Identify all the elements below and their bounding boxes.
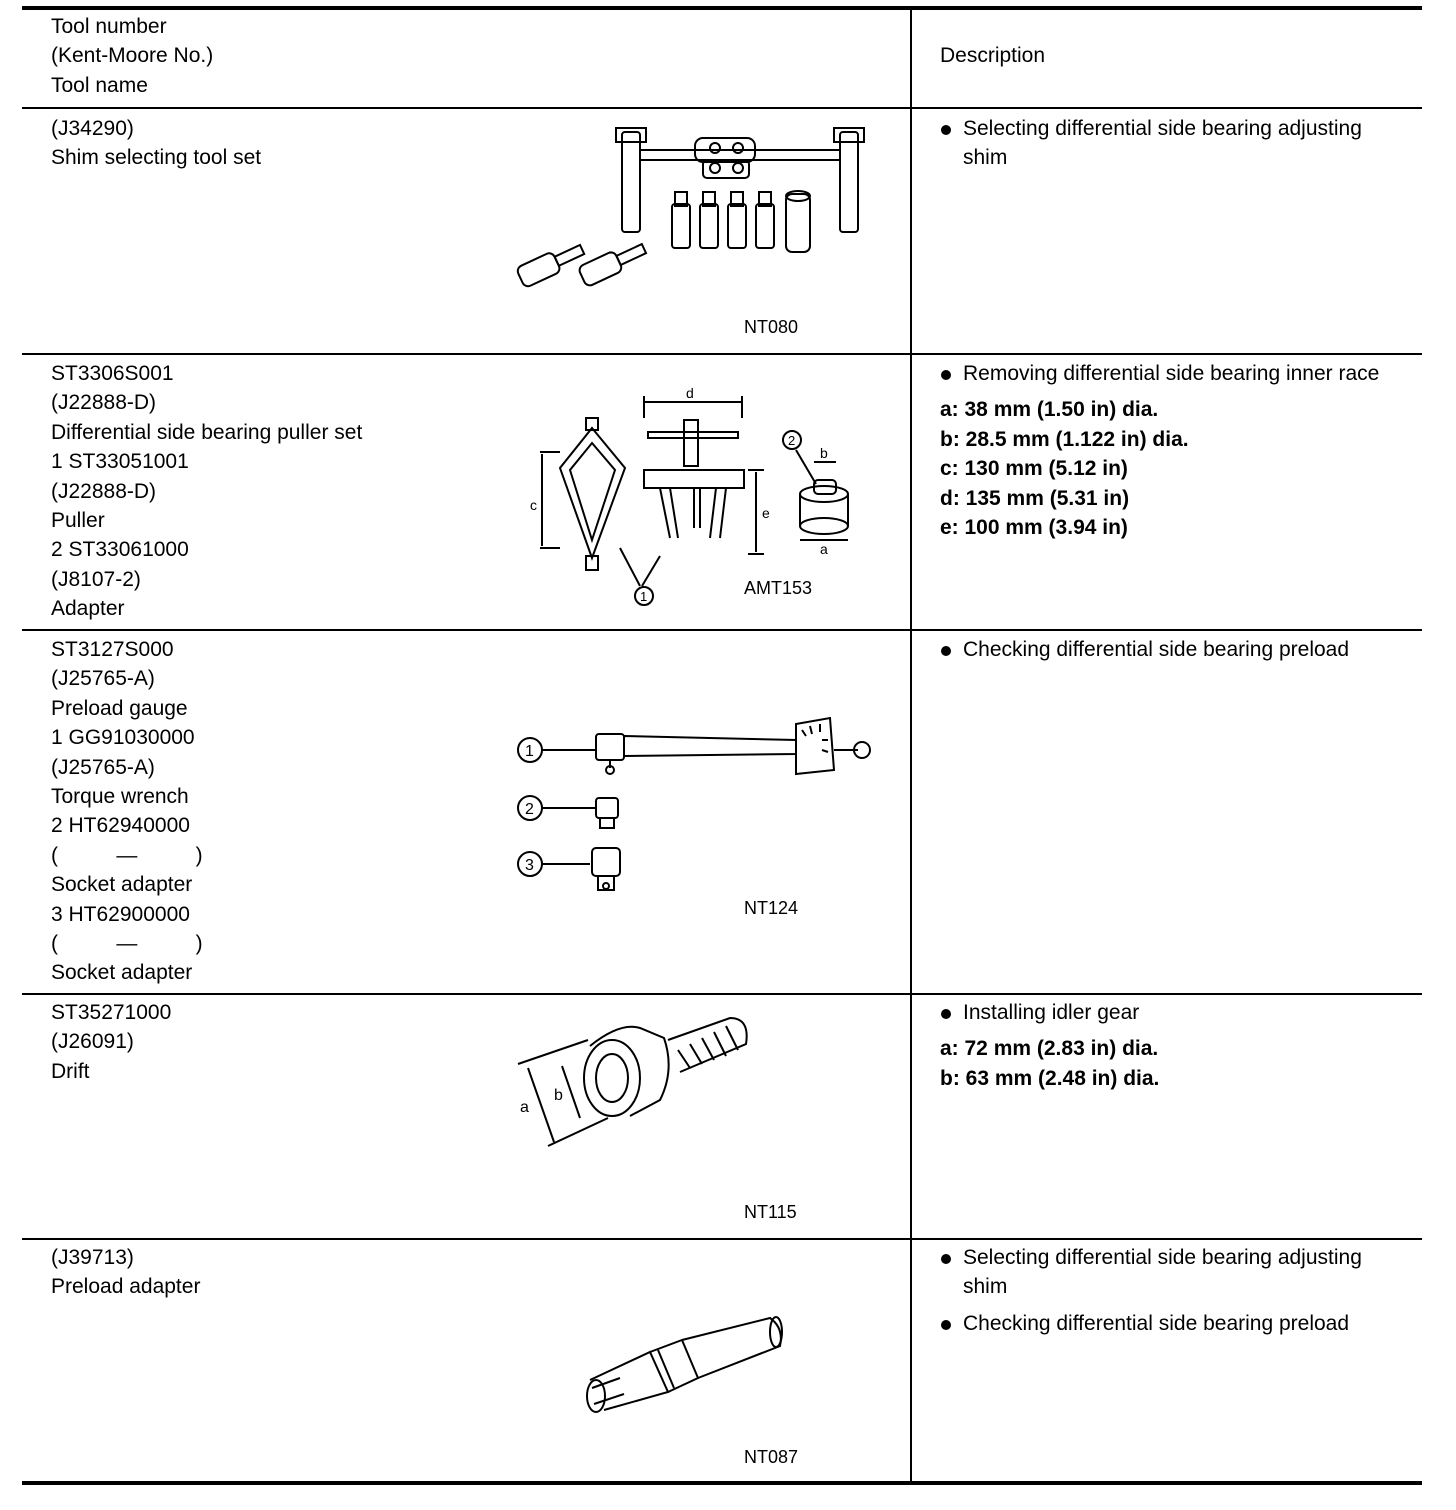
tool-line: (J22888-D) bbox=[51, 479, 157, 503]
shim-selecting-tool-illustration bbox=[500, 118, 880, 313]
description-row-5 bbox=[940, 1243, 1410, 1338]
dimension-d-label: d bbox=[686, 385, 694, 401]
callout-1: 1 bbox=[525, 743, 534, 760]
tool-line: Adapter bbox=[51, 597, 125, 621]
table-bottom-border bbox=[22, 1481, 1422, 1485]
tool-line: 1 ST33051001 bbox=[51, 450, 189, 474]
callout-3: 3 bbox=[525, 857, 534, 874]
description-row-4 bbox=[940, 998, 1410, 1093]
figure-code: AMT153 bbox=[744, 578, 813, 598]
description-bullet: Selecting differential side bearing adjusting shim bbox=[940, 114, 1410, 173]
spec-line: b: 63 mm (2.48 in) dia. bbox=[940, 1066, 1160, 1090]
tool-number: (J34290) bbox=[51, 117, 134, 140]
callout-2: 2 bbox=[525, 801, 534, 818]
figure-code: NT087 bbox=[744, 1447, 799, 1467]
tool-info-row-3 bbox=[51, 635, 203, 988]
description-bullet: Selecting differential side bearing adjusting shim bbox=[940, 1243, 1410, 1302]
description-row-3 bbox=[940, 635, 1410, 664]
dimension-c-label: c bbox=[530, 497, 537, 513]
tool-line: Socket adapter bbox=[51, 961, 193, 985]
tool-info-row-4 bbox=[51, 998, 171, 1086]
tool-name: Preload adapter bbox=[51, 1275, 201, 1299]
row-divider bbox=[22, 993, 1422, 995]
tool-line: Torque wrench bbox=[51, 785, 189, 809]
tool-line: 1 GG91030000 bbox=[51, 726, 195, 750]
tool-info-row-2 bbox=[51, 359, 362, 624]
tool-line: ST3306S001 bbox=[51, 362, 174, 385]
row-divider bbox=[22, 629, 1422, 631]
header-line: (Kent-Moore No.) bbox=[51, 44, 214, 68]
tool-line: (J25765-A) bbox=[51, 755, 155, 779]
tool-line: ST3127S000 bbox=[51, 638, 174, 661]
figure-code: NT080 bbox=[744, 317, 799, 337]
row-divider bbox=[22, 353, 1422, 355]
description-bullet: Checking differential side bearing preload bbox=[940, 1309, 1410, 1338]
preload-gauge-illustration bbox=[510, 710, 880, 905]
dimension-a-label: a bbox=[520, 1099, 529, 1116]
description-bullet: Removing differential side bearing inner race bbox=[940, 359, 1410, 388]
tool-info-row-1 bbox=[51, 114, 261, 173]
preload-adapter-illustration bbox=[580, 1310, 800, 1425]
tool-line: Preload gauge bbox=[51, 696, 188, 720]
dimension-a-label: a bbox=[820, 541, 828, 557]
tool-line: ST35271000 bbox=[51, 1001, 172, 1024]
tool-line: (J25765-A) bbox=[51, 667, 155, 691]
spec-line: d: 135 mm (5.31 in) bbox=[940, 486, 1130, 510]
table-top-border bbox=[22, 6, 1422, 10]
description-column-header: Description bbox=[940, 44, 1046, 67]
row-divider bbox=[22, 1238, 1422, 1240]
tool-line: Puller bbox=[51, 509, 105, 533]
header-divider bbox=[22, 107, 1422, 109]
figure-code: NT115 bbox=[744, 1202, 797, 1222]
spec-line: b: 28.5 mm (1.122 in) dia. bbox=[940, 427, 1189, 451]
dimension-e-label: e bbox=[762, 505, 770, 521]
tool-line: Differential side bearing puller set bbox=[51, 420, 363, 444]
spec-line: e: 100 mm (3.94 in) bbox=[940, 516, 1128, 540]
spec-line: a: 38 mm (1.50 in) dia. bbox=[940, 398, 1159, 422]
tool-name: Shim selecting tool set bbox=[51, 146, 262, 170]
tool-line: Drift bbox=[51, 1059, 90, 1083]
dimension-b-label: b bbox=[820, 445, 828, 461]
spec-line: a: 72 mm (2.83 in) dia. bbox=[940, 1037, 1159, 1061]
tool-line: (J22888-D) bbox=[51, 391, 157, 415]
tool-line: 3 HT62900000 bbox=[51, 902, 190, 926]
description-row-2 bbox=[940, 359, 1410, 542]
tool-number: (J39713) bbox=[51, 1246, 134, 1269]
header-line: Tool number bbox=[51, 15, 167, 38]
figure-code: NT124 bbox=[744, 898, 799, 918]
tool-line: Socket adapter bbox=[51, 873, 193, 897]
tool-line: ( — ) bbox=[51, 932, 203, 956]
tool-line: ( — ) bbox=[51, 843, 203, 867]
description-bullet: Installing idler gear bbox=[940, 998, 1410, 1027]
tool-info-row-5 bbox=[51, 1243, 200, 1302]
description-bullet: Checking differential side bearing preload bbox=[940, 635, 1410, 664]
spec-line: c: 130 mm (5.12 in) bbox=[940, 457, 1128, 481]
header-line: Tool name bbox=[51, 73, 148, 97]
callout-1: 1 bbox=[640, 589, 648, 604]
tool-line: (J8107-2) bbox=[51, 567, 141, 591]
tool-line: 2 HT62940000 bbox=[51, 814, 190, 838]
drift-illustration bbox=[510, 1010, 770, 1165]
dimension-b-label: b bbox=[554, 1087, 563, 1104]
column-divider bbox=[910, 10, 912, 1484]
tool-line: 2 ST33061000 bbox=[51, 538, 189, 562]
tool-column-header bbox=[51, 12, 213, 100]
callout-2: 2 bbox=[788, 433, 796, 448]
tool-line: (J26091) bbox=[51, 1030, 134, 1054]
description-row-1 bbox=[940, 114, 1410, 173]
